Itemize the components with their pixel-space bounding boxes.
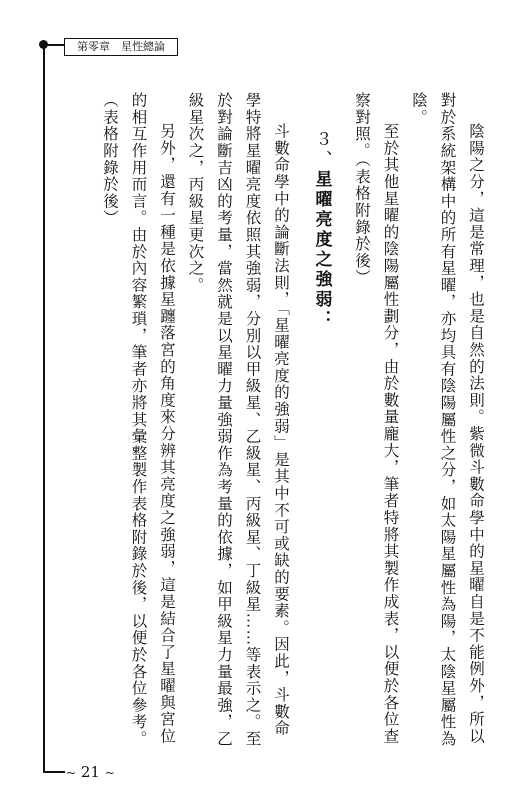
paragraph-palace-angle: 另外，還有一種是依據星躔落宮的角度來分辨其亮度之強弱，這是結合了星曜與宮位的相互作用而言。由於內容繁瑣，筆者亦將其彙整製作表格附錄於後，以便於各位參考。（表格附錄於後） <box>101 92 176 748</box>
frame-rule <box>43 44 45 772</box>
page-number: 21 <box>80 763 100 781</box>
body-text <box>70 92 490 752</box>
frame-rule-foot <box>43 771 65 773</box>
section-heading <box>307 92 336 752</box>
chapter-header: 第零章 星性總論 <box>64 38 178 56</box>
paragraph-brightness: 斗數命學中的論斷法則，「星曜亮度的強弱」是其中不可或缺的要素。因此，斗數命學特將星曜亮度依照其強弱，分別以甲級星、乙級星、丙級星、丁級星……等表示之。至於對論斷吉凶的考量，當然就是以星曜力量強弱作為考量的依據，如甲級星力量最強，乙級星次之，丙級星更次之。 <box>186 92 290 748</box>
frame-rule-top <box>43 44 65 46</box>
ornament-left-icon: ~ <box>66 766 77 780</box>
section-number: ３、 <box>311 130 332 170</box>
ornament-right-icon: ~ <box>104 766 115 780</box>
paragraph-other-stars: 至於其他星曜的陰陽屬性劃分，由於數量龐大，筆者特將其製作成表，以便於各位查察對照。（表格附錄於後） <box>353 92 400 745</box>
paragraph-yin-yang: 陰陽之分，這是常理，也是自然的法則。紫微斗數命學中的星曜自是不能例外，所以對於系統架構中的所有星曜，亦均具有陰陽屬性之分，如太陽星屬性為陽，太陰星屬性為陰。 <box>410 92 485 748</box>
section-title: 星曜亮度之強弱： <box>311 170 332 330</box>
page-footer <box>66 763 115 781</box>
